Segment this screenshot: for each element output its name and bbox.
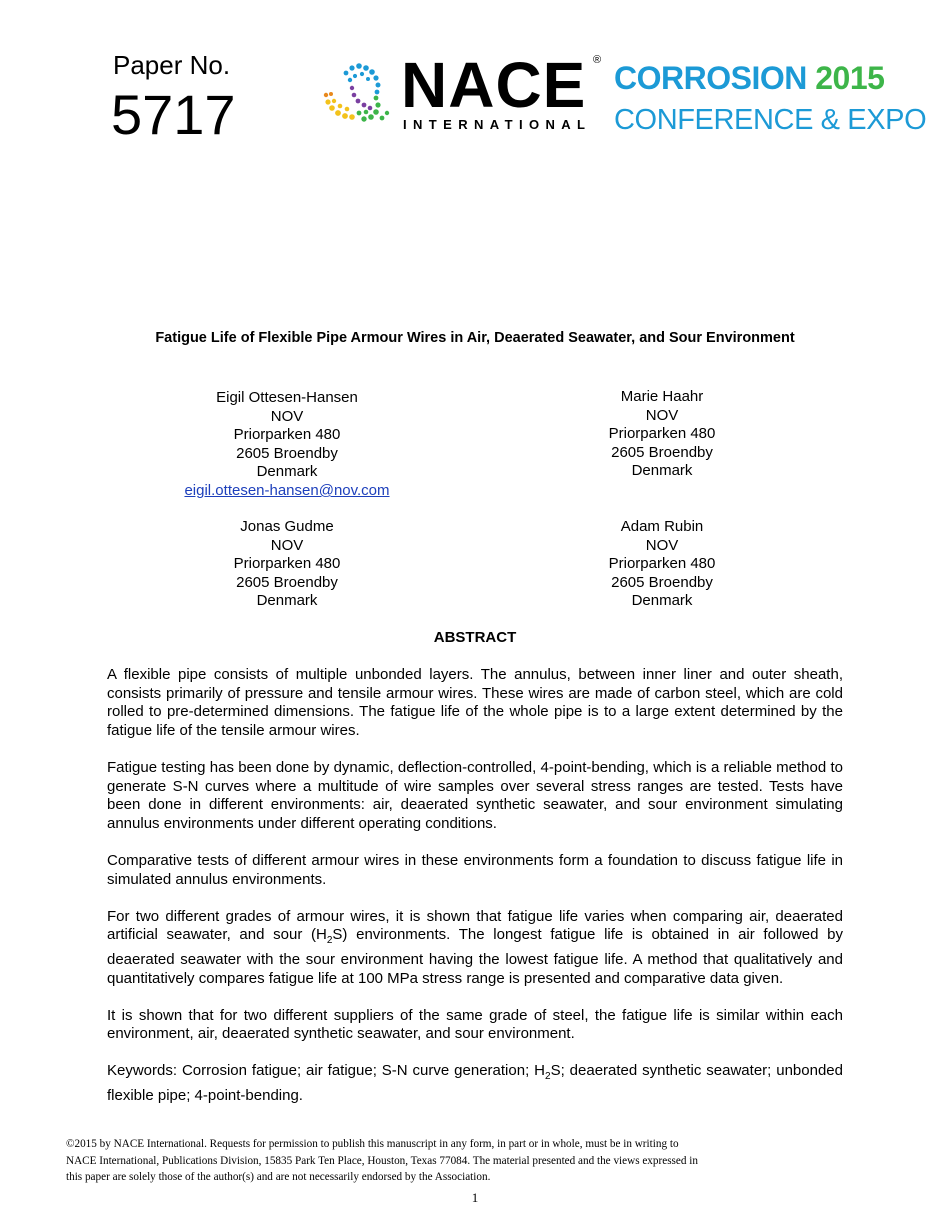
author-city: 2605 Broendby (236, 573, 338, 591)
author-city: 2605 Broendby (611, 573, 713, 591)
author-org: NOV (645, 406, 679, 424)
nace-international-text: INTERNATIONAL (403, 117, 592, 132)
author-street: Priorparken 480 (608, 425, 716, 443)
author-country: Denmark (631, 462, 693, 480)
abstract-paragraph (107, 908, 843, 988)
author-country: Denmark (256, 592, 318, 610)
text-run: S) environments. The longest fatigue life is obtained in air followed by deaerated seawater with the sour environment having the lowest fatigue life. A method that qualitatively and quantitatively compares fatigue life at 100 MPa stress range is presented and comparative data given. (107, 926, 843, 987)
footer-line: ©2015 by NACE International. Requests for permission to publish this manuscript in any form, in part or in whole, must be in writing to (66, 1138, 679, 1150)
conference-name (614, 60, 884, 96)
text-run: S; deaerated synthetic seawater; unbonded flexible pipe; 4-point-bending. (107, 1062, 843, 1105)
paper-number: 5717 (111, 83, 236, 146)
abstract-paragraph: It is shown that for two different suppliers of the same grade of steel, the fatigue life is similar within each environment, air, deaerated synthetic seawater, and sour environment. (107, 1006, 843, 1043)
author-block (137, 518, 437, 611)
author-name: Eigil Ottesen-Hansen (216, 389, 358, 406)
abstract-paragraph: Comparative tests of different armour wires in these environments form a foundation to discuss fatigue life in simulated annulus environments. (107, 851, 843, 888)
author-org: NOV (645, 536, 679, 554)
subscript: 2 (545, 1071, 551, 1083)
author-street: Priorparken 480 (233, 555, 341, 573)
nace-wordmark: NACE (401, 49, 587, 121)
conference-corrosion: CORROSION (614, 60, 807, 96)
keywords-paragraph (107, 1062, 843, 1105)
abstract-paragraph: Fatigue testing has been done by dynamic, deflection-controlled, 4-point-bending, which is a reliable method to generate S-N curves where a multitude of wire samples over several stress ranges are tested. Tests have been done in different environments: air, deaerated synthetic seawater, and sour environment simulating annulus environments under different operating conditions. (107, 758, 843, 832)
author-block (512, 518, 812, 611)
abstract-heading: ABSTRACT (433, 629, 517, 646)
copyright-footer (66, 1136, 826, 1186)
registered-mark: ® (593, 54, 602, 66)
author-street: Priorparken 480 (233, 426, 341, 444)
author-name: Jonas Gudme (240, 518, 334, 535)
conference-subtitle: CONFERENCE & EXPO (614, 104, 927, 136)
author-org: NOV (270, 536, 304, 554)
author-city: 2605 Broendby (236, 444, 338, 462)
author-country: Denmark (631, 592, 693, 610)
footer-line: NACE International, Publications Division, 15835 Park Ten Place, Houston, Texas 77084. The material presented and the views expressed in (66, 1154, 698, 1167)
abstract-paragraph: A flexible pipe consists of multiple unbonded layers. The annulus, between inner liner and outer sheath, consists primarily of pressure and tensile armour wires. These wires are made of carbon steel, which are cold rolled to pre-determined dimensions. The fatigue life of the whole pipe is to a large extent determined by the fatigue life of the tensile armour wires. (107, 666, 843, 739)
author-city: 2605 Broendby (611, 443, 713, 461)
paper-number-label: Paper No. (113, 50, 231, 80)
author-block (137, 389, 437, 501)
author-street: Priorparken 480 (608, 555, 716, 573)
conference-year: 2015 (815, 60, 885, 96)
author-name: Adam Rubin (620, 518, 704, 535)
text-run: For two different grades of armour wires, it is shown that fatigue life varies when comparing air, deaerated artificial seawater, and sour (H (107, 907, 843, 944)
paper-title: Fatigue Life of Flexible Pipe Armour Wires in Air, Deaerated Seawater, and Sour Environment (155, 330, 795, 346)
page-number: 1 (471, 1190, 479, 1205)
author-email-link[interactable]: eigil.ottesen-hansen@nov.com (184, 481, 390, 499)
text-run: Keywords: Corrosion fatigue; air fatigue; S-N curve generation; H (107, 1062, 545, 1080)
author-country: Denmark (256, 463, 318, 481)
subscript: 2 (326, 935, 333, 947)
author-block (512, 388, 812, 481)
author-org: NOV (270, 407, 304, 425)
footer-line: this paper are solely those of the author(s) and are not necessarily endorsed by the Association. (66, 1171, 491, 1183)
abstract-body (107, 666, 843, 1124)
nace-logo-icon (322, 58, 398, 134)
author-name: Marie Haahr (620, 388, 704, 405)
